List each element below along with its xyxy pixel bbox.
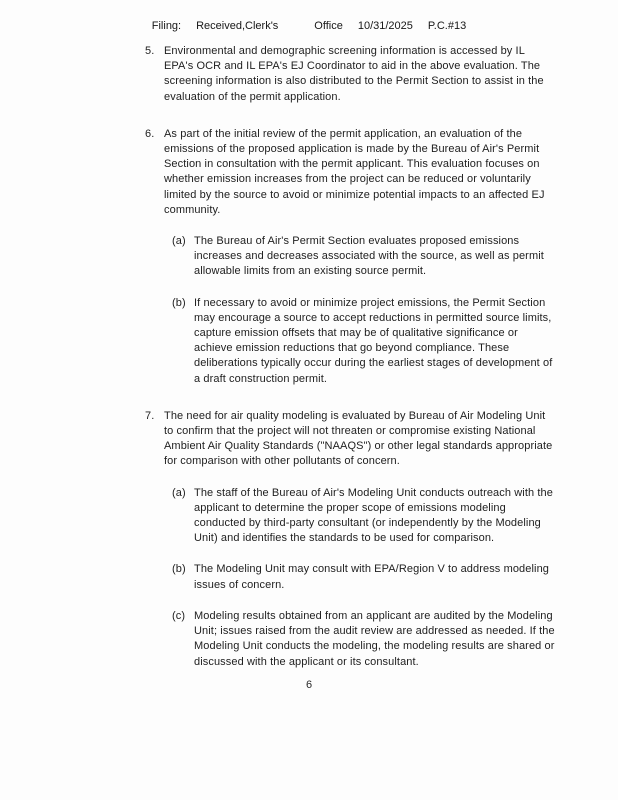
subitem-6a-paragraph: The Bureau of Air's Permit Section evaluates proposed emissions increases and decreases associated with the source, as well as permit allowable limits from an existing source permit. bbox=[194, 235, 544, 278]
stamp-office-text: Office bbox=[314, 20, 343, 32]
subitem-7b bbox=[172, 562, 555, 592]
item-6-row bbox=[145, 127, 555, 218]
list-item-7 bbox=[145, 409, 555, 670]
stamp-filing-label: Filing: bbox=[151, 20, 182, 32]
subitem-6a-label: (a) bbox=[172, 235, 186, 248]
page-number: 6 bbox=[305, 679, 313, 691]
subitem-7b-paragraph: The Modeling Unit may consult with EPA/Region V to address modeling issues of concern. bbox=[194, 563, 550, 591]
subitem-7c bbox=[172, 609, 555, 670]
stamp-date: 10/31/2025 bbox=[357, 20, 413, 32]
stamp-pc-number: P.C.#13 bbox=[427, 20, 467, 32]
item-5-number: 5. bbox=[145, 45, 155, 57]
subitem-7c-label: (c) bbox=[172, 609, 186, 622]
list-item-5 bbox=[145, 44, 555, 105]
subitem-6b-paragraph: If necessary to avoid or minimize project emissions, the Permit Section may encourage a source to accept reductions in permitted source limits, capture emission offsets that may be of qualitative significance or achieve emission reductions that go beyond compliance. These deliberations typically occur during the earliest stages of development of a draft construction permit. bbox=[194, 296, 553, 385]
subitem-6b bbox=[172, 296, 555, 387]
item-6-paragraph: As part of the initial review of the permit application, an evaluation of the emissions of the proposed application is made by the Bureau of Air's Permit Section in consultation with the permit applicant. This evaluation focuses on whether emission increases from the project can be reduced or voluntarily limited by the source to avoid or minimize potential impacts to an affected EJ community. bbox=[164, 127, 545, 216]
subitem-7a-paragraph: The staff of the Bureau of Air's Modeling Unit conducts outreach with the applicant to determine the proper scope of emissions modeling conducted by third-party consultant (or independently by the Modeling Unit) and identifies the standards to be used for comparison. bbox=[194, 486, 553, 545]
item-7-number: 7. bbox=[145, 409, 155, 422]
subitem-6a bbox=[172, 234, 555, 280]
stamp-received-text: Received,Clerk's bbox=[196, 20, 279, 32]
item-7-paragraph: The need for air quality modeling is evaluated by Bureau of Air Modeling Unit to confirm that the project will not threaten or compromise existing National Ambient Air Quality Standards ("NAAQS") or other legal standards appropriate for comparison with other pollutants of concern. bbox=[164, 409, 553, 468]
item-6-number: 6. bbox=[145, 127, 155, 140]
item-7-subitems bbox=[172, 486, 555, 670]
subitem-7a bbox=[172, 486, 555, 547]
document-body bbox=[145, 44, 555, 692]
subitem-6b-label: (b) bbox=[172, 296, 186, 309]
subitem-7a-label: (a) bbox=[172, 486, 186, 499]
item-7-row bbox=[145, 409, 555, 470]
subitem-7b-label: (b) bbox=[172, 563, 186, 576]
item-6-subitems bbox=[172, 234, 555, 387]
list-item-6 bbox=[145, 127, 555, 387]
item-5-paragraph: Environmental and demographic screening information is accessed by IL EPA's OCR and IL EPA's EJ Coordinator to aid in the above evaluation. The screening information is also distributed to the Permit Section to assist in the evaluation of the permit application. bbox=[164, 45, 544, 103]
filing-stamp bbox=[0, 20, 618, 32]
item-5-row bbox=[145, 44, 555, 105]
subitem-7c-paragraph: Modeling results obtained from an applicant are audited by the Modeling Unit; issues raised from the audit review are addressed as needed. If the Modeling Unit conducts the modeling, the modeling results are shared or discussed with the applicant or its consultant. bbox=[194, 609, 555, 668]
